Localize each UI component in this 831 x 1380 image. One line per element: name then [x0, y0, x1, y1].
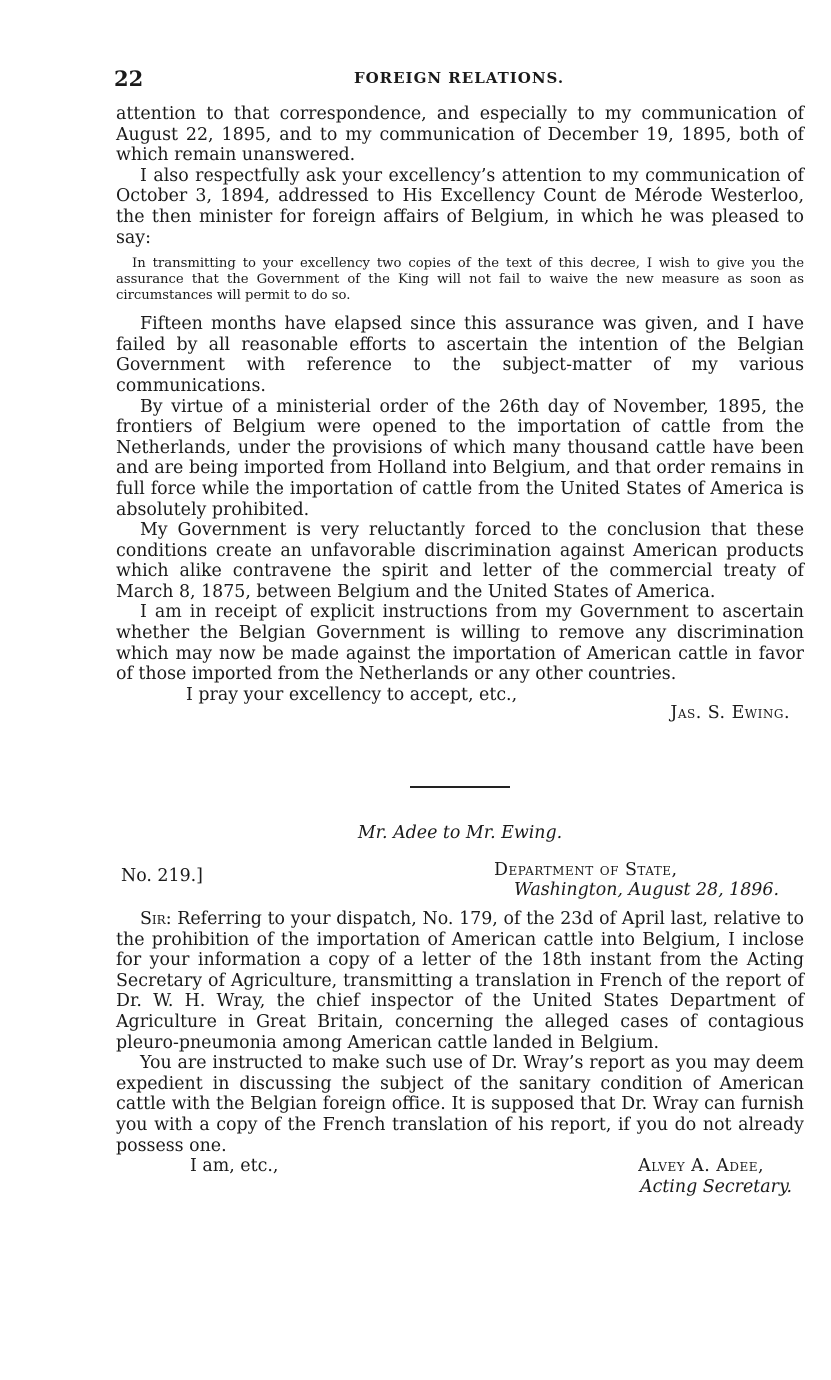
paragraph-continuation: attention to that correspondence, and especially to my communication of August 22, 1895, and to my communication of December 19, 1895, both of which remain unanswered.	[116, 104, 804, 166]
paragraph: I am in receipt of explicit instructions from my Government to ascertain whether the Belgian Government is willing to remove any discrimination which may now be made against the importation of American cattle in favor of those imported from the Netherlands or any other countries.	[116, 602, 804, 685]
section-divider	[410, 786, 510, 788]
running-head	[114, 66, 804, 90]
closing-block	[116, 1156, 804, 1198]
paragraph: You are instructed to make such use of Dr. Wray’s report as you may deem expedient in discussing the subject of the sanitary condition of American cattle with the Belgian foreign office. It is supposed that Dr. Wray can furnish you with a copy of the French translation of his report, if you do not already possess one.	[116, 1053, 804, 1156]
department-name: Department of State,	[494, 860, 678, 880]
dateline: Washington, August 28, 1896.	[514, 880, 779, 900]
paragraph-text: Referring to your dispatch, No. 179, of the 23d of April last, relative to the prohibition of the importation of American cattle into Belgium, I inclose for your information a copy of a letter of the 18th instant from the Acting Secretary of Agriculture, transmitting a translation in French of the report of Dr. W. H. Wray, the chief inspector of the United States Department of Agriculture in Great Britain, concerning the alleged cases of contagious pleuro-pneumonia among American cattle landed in Belgium.	[116, 909, 804, 1053]
page-number: 22	[114, 66, 144, 91]
dispatch-number: No. 219.]	[121, 866, 203, 886]
paragraph	[116, 909, 804, 1053]
letter-ewing-body	[116, 104, 804, 724]
letter-adee-body	[116, 909, 804, 1198]
complimentary-close: I pray your excellency to accept, etc.,	[186, 684, 518, 705]
letter-heading: Mr. Adee to Mr. Ewing.	[357, 823, 563, 843]
paragraph: My Government is very reluctantly forced to the conclusion that these conditions create an unfavorable discrimination against American products which alike contravene the spirit and letter of the commercial treaty of March 8, 1875, between Belgium and the United States of America.	[116, 520, 804, 602]
running-title: FOREIGN RELATIONS.	[353, 69, 565, 87]
salutation: Sir:	[140, 909, 172, 929]
block-quote: In transmitting to your excellency two copies of the text of this decree, I wish to give you the assurance that the Government of the King will not fail to waive the new measure as soon as circumstances will permit to do so.	[116, 256, 804, 304]
paragraph: Fifteen months have elapsed since this assurance was given, and I have failed by all reasonable efforts to ascertain the intention of the Belgian Government with reference to the subject-matter of my various communications.	[116, 314, 804, 396]
paragraph: By virtue of a ministerial order of the 26th day of November, 1895, the frontiers of Belgium were opened to the importation of cattle from the Netherlands, under the provisions of which many thousand cattle have been and are being imported from Holland into Belgium, and that order remains in full force while the importation of cattle from the United States of America is absolutely prohibited.	[116, 396, 804, 520]
paragraph: I also respectfully ask your excellency’s attention to my communication of October 3, 1894, addressed to His Excellency Count de Mérode Westerloo, the then minister for foreign affairs of Belgium, in which he was pleased to say:	[116, 165, 804, 248]
signature-ewing: Jas. S. Ewing.	[670, 703, 790, 724]
complimentary-close: I am, etc.,	[190, 1156, 279, 1177]
signer-title: Acting Secretary.	[640, 1177, 792, 1198]
signature-adee: Alvey A. Adee,	[638, 1156, 764, 1177]
